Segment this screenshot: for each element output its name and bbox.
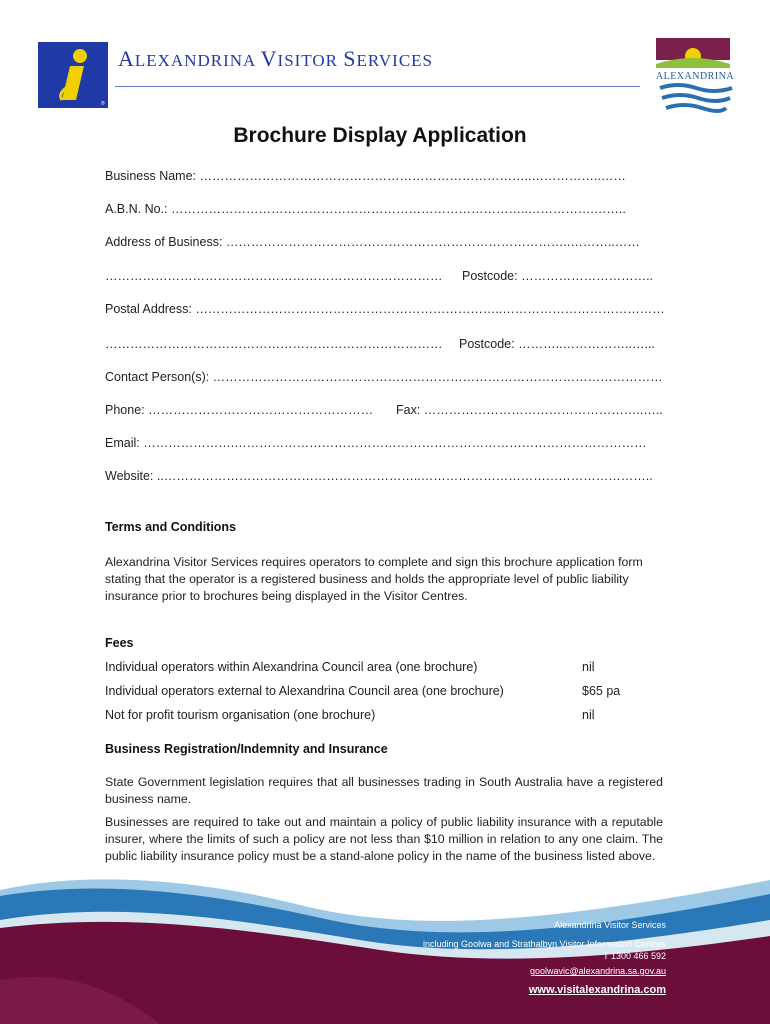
business-address-field[interactable]: Address of Business: ………………………………………………………………………..………..…… <box>105 235 640 249</box>
svg-text:®: ® <box>101 101 105 107</box>
registration-paragraph-2: Businesses are required to take out and maintain a policy of public liability insurance with a reputable insurer, where the limits of such a policy are not less than $10 million in relation to any one claim. The public liability insurance policy must be a stand-alone policy in the name of the business listed above. <box>105 815 663 863</box>
terms-line-3: insurance prior to brochures being displayed in the Visitor Centres. <box>105 589 468 603</box>
email-field[interactable]: Email: ………………….……………………………………………………………………………………… <box>105 436 647 450</box>
fee-amount: nil <box>582 708 595 722</box>
fees-heading: Fees <box>105 636 134 650</box>
page-title: Brochure Display Application <box>233 124 527 147</box>
visitor-info-logo <box>38 42 108 108</box>
terms-heading: Terms and Conditions <box>105 520 237 534</box>
fee-row <box>105 684 665 698</box>
organisation-name: ALEXANDRINA VISITOR SERVICES <box>118 46 433 71</box>
fee-label: Individual operators external to Alexandrina Council area (one brochure) <box>105 684 504 698</box>
fax-field[interactable]: Fax: ……………………………………………..….. <box>396 403 663 417</box>
terms-line-1: Alexandrina Visitor Services requires operators to complete and sign this brochure application form <box>105 555 643 569</box>
fee-amount: nil <box>582 660 595 674</box>
fee-label: Not for profit tourism organisation (one brochure) <box>105 708 376 722</box>
postal-postcode-field[interactable]: Postcode: ………..……………..…... <box>459 337 655 351</box>
abn-field[interactable]: A.B.N. No.: …………………………………………………………………………..…………….…….. <box>105 202 626 216</box>
fee-amount: $65 pa <box>582 684 621 698</box>
postal-address-field[interactable]: Postal Address: ………………………………………………………………..………………………………… <box>105 302 665 316</box>
fee-row <box>105 708 665 722</box>
business-address-line2-field[interactable]: ……………………………………………………………………… <box>105 269 443 283</box>
business-postcode-field[interactable]: Postcode: ………………………….. <box>462 269 654 283</box>
alexandrina-council-logo <box>648 38 743 120</box>
website-field[interactable]: Website: ..……………………………………………………..……………………………………………….. <box>105 469 653 483</box>
postal-address-line2-field[interactable]: ……………………………………………………………………… <box>105 337 443 351</box>
fee-row <box>105 660 665 674</box>
header-divider <box>115 86 640 87</box>
svg-text:ALEXANDRINA: ALEXANDRINA <box>655 71 735 82</box>
information-i-icon <box>38 42 108 108</box>
business-name-field[interactable]: Business Name: ……………………………………………………………………..……………..…… <box>105 169 626 183</box>
terms-line-2: stating that the operator is a registered business and holds the appropriate level of public liability <box>105 572 629 586</box>
fee-label: Individual operators within Alexandrina Council area (one brochure) <box>105 660 478 674</box>
contact-person-field[interactable]: Contact Person(s): ……………………………………………………………………………………………… <box>105 370 663 384</box>
footer-email-link[interactable]: goolwavic@alexandrina.sa.gov.au <box>529 966 666 976</box>
phone-field[interactable]: Phone: ……………………………………………… <box>105 403 374 417</box>
footer-website-link[interactable]: www.visitalexandrina.com <box>528 984 666 996</box>
registration-paragraph-1: State Government legislation requires that all businesses trading in South Australia have a registered business name. <box>105 775 663 806</box>
footer-phone: T 1300 466 592 <box>603 951 666 961</box>
footer-organisation: Alexandrina Visitor Services <box>554 920 666 930</box>
footer-including: including Goolwa and Strathalbyn Visitor Information Centres <box>423 939 666 949</box>
registration-heading: Business Registration/Indemnity and Insurance <box>105 742 388 756</box>
